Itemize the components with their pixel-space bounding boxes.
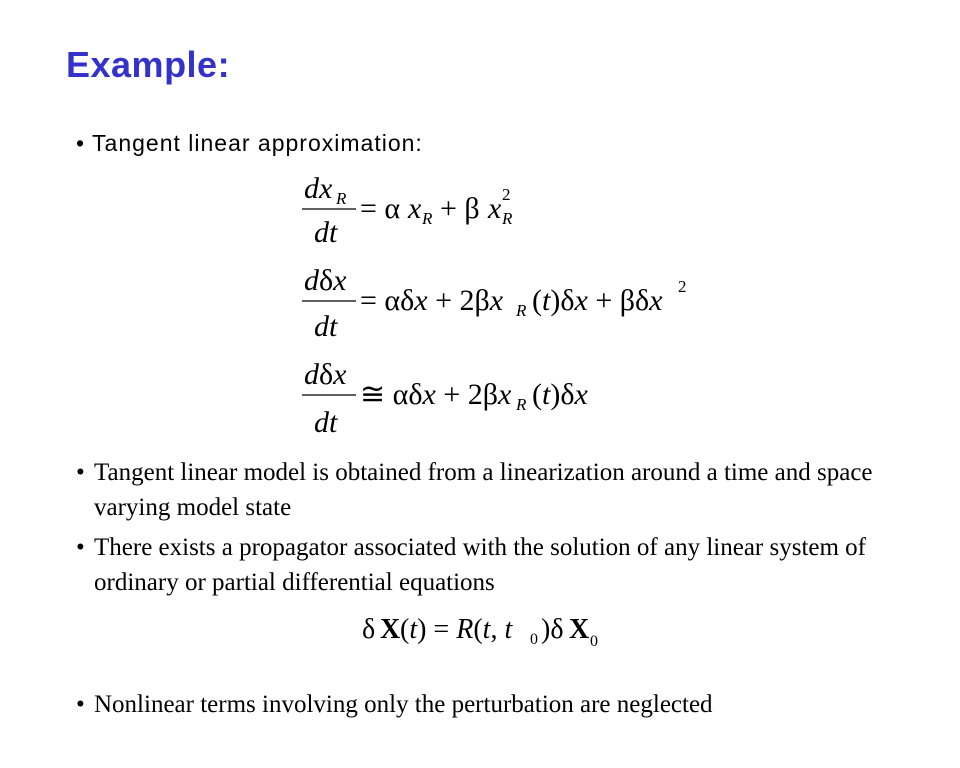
- svg-text:2: 2: [678, 277, 687, 296]
- bullet-propagator: [76, 530, 906, 600]
- svg-text:x: x: [488, 192, 502, 225]
- svg-text:+ β: + β: [440, 192, 480, 225]
- propagator-equation: [360, 604, 620, 659]
- equation-2: [300, 258, 700, 353]
- bullet-text: There exists a propagator associated with the solution of any linear system of ordinary or partial differential equations: [94, 534, 867, 596]
- svg-text:X: X: [569, 614, 590, 645]
- svg-text:= αδx + 2βx: = αδx + 2βx: [360, 284, 504, 317]
- bullet-text: Nonlinear terms involving only the perturbation are neglected: [94, 691, 713, 718]
- svg-text:dx: dx: [304, 172, 333, 205]
- svg-text:(t)δx: (t)δx: [532, 378, 588, 411]
- svg-text:x: x: [408, 192, 422, 225]
- svg-text:≅ αδx + 2βx: ≅ αδx + 2βx: [360, 378, 512, 411]
- equation-3: [300, 352, 620, 447]
- equation-1: [300, 166, 560, 261]
- bullet-nonlinear: [76, 687, 906, 722]
- svg-text:= α: = α: [360, 192, 401, 225]
- svg-text:2: 2: [502, 185, 511, 204]
- svg-text:dδx: dδx: [304, 264, 347, 297]
- bullet-linearization: [76, 455, 906, 525]
- bullet-dot-2: •: [76, 534, 85, 561]
- svg-text:)δ: )δ: [541, 614, 564, 645]
- svg-text:dt: dt: [314, 406, 338, 439]
- svg-text:R: R: [516, 301, 527, 320]
- svg-text:dt: dt: [314, 216, 338, 249]
- slide-title: Example:: [66, 44, 231, 85]
- svg-text:dt: dt: [314, 310, 338, 343]
- svg-text:R: R: [516, 395, 527, 414]
- svg-text:δ: δ: [362, 614, 376, 645]
- bullet-dot: •: [76, 691, 85, 718]
- svg-text:R: R: [422, 209, 433, 228]
- svg-text:X: X: [380, 614, 401, 645]
- svg-text:0: 0: [530, 631, 538, 648]
- svg-text:(t) = R(t, t: (t) = R(t, t: [400, 614, 513, 645]
- svg-text:(t)δx + βδx: (t)δx + βδx: [532, 284, 663, 317]
- svg-text:R: R: [502, 209, 513, 228]
- tangent-heading-bullet: [76, 130, 423, 157]
- bullet-dot: •: [76, 130, 86, 156]
- svg-text:dδx: dδx: [304, 358, 347, 391]
- bullet-dot: •: [76, 459, 85, 486]
- bullet-text: Tangent linear model is obtained from a linearization around a time and space varying model state: [94, 459, 873, 521]
- svg-text:0: 0: [590, 633, 598, 650]
- tangent-heading: Tangent linear approximation:: [92, 130, 423, 156]
- svg-text:R: R: [336, 189, 347, 208]
